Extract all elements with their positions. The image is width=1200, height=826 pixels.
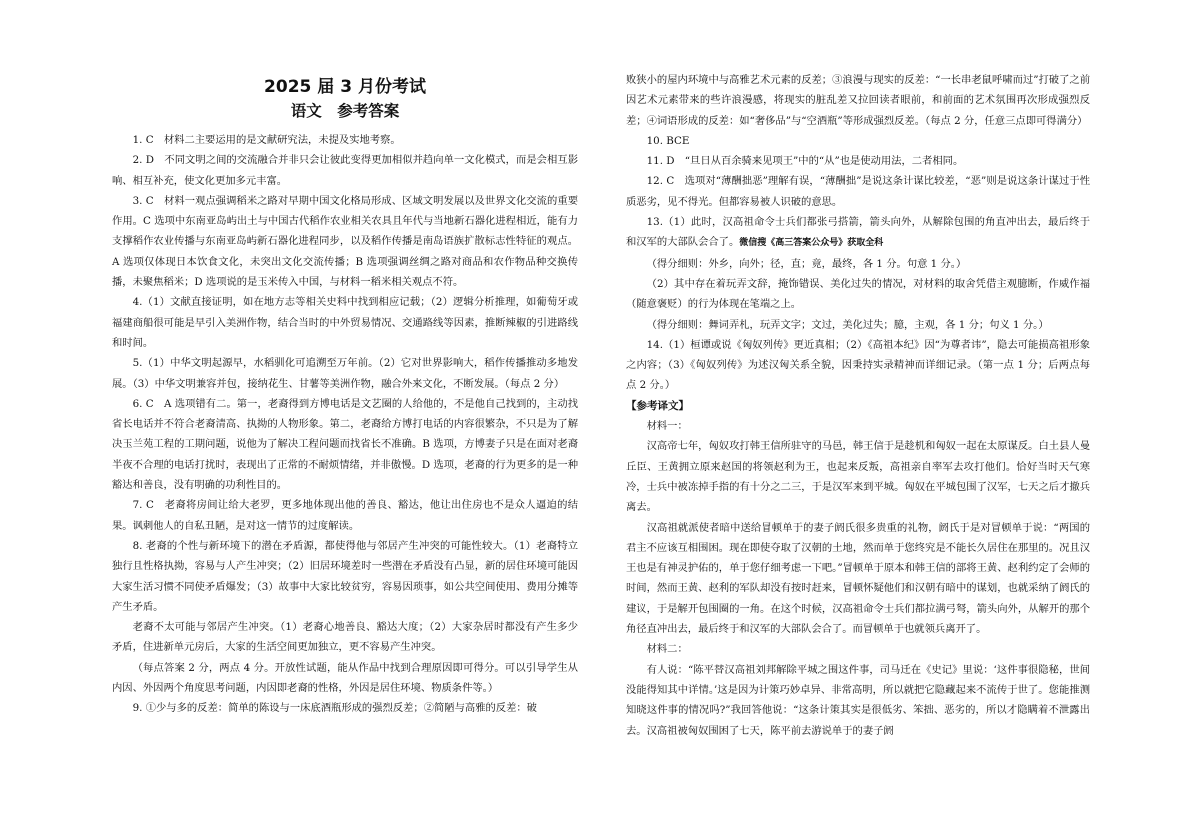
answer-paragraph bbox=[626, 171, 1090, 212]
answer-paragraph: 1. C 材料二主要运用的是文献研究法，未提及实地考察。 bbox=[132, 134, 401, 146]
paragraph-text: 10. BCE bbox=[646, 134, 690, 147]
answer-paragraph bbox=[626, 660, 1090, 741]
left-column bbox=[112, 76, 578, 719]
answer-paragraph bbox=[626, 639, 1090, 659]
answer-paragraph: 5.（1）中华文明起源早，水稻驯化可追溯至万年前。（2）它对世界影响大，稻作传播推动多地发展。（3）中华文明兼容并包，接纳花生、甘薯等美洲作物，融合外来文化，不断发展。（每点 2 分） bbox=[112, 357, 578, 390]
answer-paragraph bbox=[626, 212, 1090, 254]
answer-paragraph bbox=[626, 436, 1090, 517]
paragraph-text: （得分细则：舞词弄札，玩弄文字；文过，美化过失；臆，主观，各 1 分；句义 1 分。） bbox=[646, 318, 1049, 331]
document-title: 2025 届 3 月份考试 bbox=[264, 77, 426, 97]
paragraph-text: 11. D “旦日从百余骑来见项王”中的“从”也是使动用法，二者相同。 bbox=[646, 155, 964, 168]
paragraph-text: 【参考译文】 bbox=[626, 399, 689, 412]
answer-paragraph: 4.（1）文献直接证明，如在地方志等相关史料中找到相应记载；（2）逻辑分析推理，如葡萄牙或福建商船很可能是早引入美洲作物，结合当时的中外贸易情况、交通路线等因素，推断辣椒的引进路线和时间。 bbox=[112, 296, 578, 349]
paragraph-text: 汉高祖就派使者暗中送给冒顿单于的妻子阏氏很多贵重的礼物，阏氏于是对冒顿单于说：“两国的君主不应该互相围困。现在即使夺取了汉朝的土地，然而单于您终究是不能长久居住在那里的。况且汉王也是有神灵护佑的，单于您仔细考虑一下吧。”冒顿单于原本和韩王信的部将王黄、赵利约定了会师的时间，然而王黄、赵利的军队却没有按时赶来，冒顿怀疑他们和汉朝有暗中的谋划，也就采纳了阏氏的建议，于是解开包围圈的一角。在这个时候，汉高祖命令士兵们都拉满弓弩，箭头向外，从解开的那个角径直冲出去，最后终于和汉军的大部队会合了。而冒顿单于也就领兵离开了。 bbox=[626, 521, 1090, 636]
answer-paragraph: 2. D 不同文明之间的交流融合并非只会让彼此变得更加相似并趋向单一文化模式，而是会相互影响、相互补充，使文化更加多元丰富。 bbox=[112, 154, 578, 187]
paragraph-text: 有人说：“陈平替汉高祖刘邦解除平城之围这件事，司马迁在《史记》里说：‘这件事很隐秘，世间没能得知其中详情。’这是因为计策巧妙卓异、非常高明，所以就把它隐藏起来不流传于世了。您能推测知晓这件事的情况吗?”我回答他说：“这条计策其实是很低劣、笨拙、恶劣的，所以才隐瞒着不泄露出去。汉高祖被匈奴围困了七天，陈平前去游说单于的妻子阏 bbox=[626, 663, 1090, 737]
paragraph-text: （2）其中存在着玩弄文辞，掩饰错误、美化过失的情况，对材料的取舍凭借主观臆断，作威作福（随意褒贬）的行为体现在笔端之上。 bbox=[626, 277, 1090, 311]
answer-paragraph bbox=[626, 315, 1090, 335]
answer-paragraph bbox=[626, 274, 1090, 315]
watermark-text: 微信搜《高三答案公众号》获取全科 bbox=[739, 238, 884, 249]
answer-paragraph: 9. ①少与多的反差：简单的陈设与一床底酒瓶形成的强烈反差；②简陋与高雅的反差：破 bbox=[132, 702, 537, 715]
answer-paragraph: 6. C A 选项错有二。第一，老裔得到方博电话是文艺圈的人给他的，不是他自己找到的，主动找省长电话并不符合老裔清高、执拗的人物形象。第二，老裔给方博打电话的内容很繁杂，不只是为了解决玉兰苑工程的工期问题，说他为了解决工程问题而找省长不准确。B 选项，方博妻子只是在面对老裔半夜不合理的电话打扰时，表现出了正常的不耐烦情绪，并非傲慢。D 选项，老裔的行为更多的是一种豁达和善良，没有明确的功利性目的。 bbox=[112, 397, 578, 492]
paragraph-text: 13.（1）此时，汉高祖命令士兵们都张弓搭箭，箭头向外，从解除包围的角直冲出去，最后终于和汉军的大部队会合了。 bbox=[626, 216, 1090, 249]
paragraph-text: 败狭小的屋内环境中与高雅艺术元素的反差；③浪漫与现实的反差：“一长串老鼠呼啸而过”打破了之前因艺术元素带来的些许浪漫感，将现实的脏乱差又拉回读者眼前，和前面的艺术氛围再次形成强烈反差；④词语形成的反差：如“奢侈品”与“空酒瓶”等形成强烈反差。（每点 2 分，任意三点即可得满分） bbox=[626, 74, 1090, 127]
right-column-body bbox=[626, 70, 1090, 741]
answer-paragraph: 3. C 材料一观点强调稻米之路对早期中国文化格局形成、区域文明发展以及世界文化交流的重要作用。C 选项中东南亚岛屿出土与中国古代稻作农业相关农具且年代与当地新石器化进程相近，能有力支撑稻作农业传播与东南亚岛屿新石器化进程同步，以及稻作传播是南岛语族扩散标志性特征的观点。A 选项仅体现日本饮食文化，未突出文化交流传播；B 选项强调丝绸之路对商品和农作物品种交换传播，未聚焦稻米；D 选项说的是玉米传入中国，与材料一稻米相关观点不符。 bbox=[112, 194, 578, 289]
answer-paragraph bbox=[626, 518, 1090, 640]
paragraph-text: （得分细则：外乡，向外；径，直；竟，最终，各 1 分。句意 1 分。） bbox=[646, 257, 967, 270]
paragraph-text: 14.（1）桓谭或说《匈奴列传》更近真相；（2）《高祖本纪》因“为尊者讳”，隐去可能损高祖形象之内容；（3）《匈奴列传》为述汉匈关系全貌，因秉持实录精神而详细记录。（第一点 1 分；后两点每点 2 分。） bbox=[626, 338, 1090, 392]
answer-paragraph: 老裔不太可能与邻居产生冲突。（1）老裔心地善良、豁达大度；（2）大家杂居时都没有产生多少矛盾，住进新单元房后，大家的生活空间更加独立，更不容易产生冲突。 bbox=[112, 621, 578, 654]
answer-paragraph bbox=[626, 151, 1090, 171]
reference-translation-heading bbox=[626, 396, 1090, 416]
answer-paragraph bbox=[626, 335, 1090, 396]
answer-paragraph bbox=[626, 70, 1090, 131]
paragraph-text: 材料二： bbox=[646, 643, 688, 656]
answer-paragraph bbox=[626, 254, 1090, 274]
answer-paragraph: 7. C 老裔将房间让给大老罗，更多地体现出他的善良、豁达，他让出住房也不是众人逼迫的结果。讽刺他人的自私丑陋，是对这一情节的过度解读。 bbox=[112, 499, 578, 532]
right-column bbox=[626, 70, 1090, 741]
paragraph-text: 汉高帝七年，匈奴攻打韩王信所驻守的马邑，韩王信于是趁机和匈奴一起在太原谋反。白土县人曼丘臣、王黄拥立原来赵国的将领赵利为王，也起来反叛，高祖亲自率军去攻打他们。恰好当时天气寒冷，士兵中被冻掉手指的有十分之二三，于是汉军来到平城。匈奴在平城包围了汉军，七天之后才撤兵离去。 bbox=[626, 440, 1090, 514]
answer-paragraph: 8. 老裔的个性与新环境下的潜在矛盾源，都使得他与邻居产生冲突的可能性较大。（1）老裔特立独行且性格执拗，容易与人产生冲突；（2）旧居环境差时一些潜在矛盾没有凸显，新的居住环境可能因大家生活习惯不同使矛盾爆发；（3）故事中大家比较贫穷，容易因琐事，如公共空间使用、费用分摊等产生矛盾。 bbox=[112, 539, 578, 613]
left-column-body bbox=[112, 130, 578, 719]
answer-paragraph: （每点答案 2 分，两点 4 分。开放性试题，能从作品中找到合理原因即可得分。可以引导学生从内因、外因两个角度思考问题，内因即老裔的性格，外因是居住环境、物质条件等。） bbox=[112, 661, 578, 695]
answer-paragraph bbox=[626, 131, 1090, 151]
paragraph-text: 12. C 选项对“薄酬拙恶”理解有误，“薄酬拙”是说这条计谋比较差，“恶”则是说这条计谋过于性质恶劣，见不得光。但都容易被人识破的意思。 bbox=[626, 175, 1090, 208]
paragraph-text: 材料一： bbox=[646, 420, 688, 433]
document-subtitle: 语文 参考答案 bbox=[290, 102, 400, 120]
answer-paragraph bbox=[626, 416, 1090, 436]
